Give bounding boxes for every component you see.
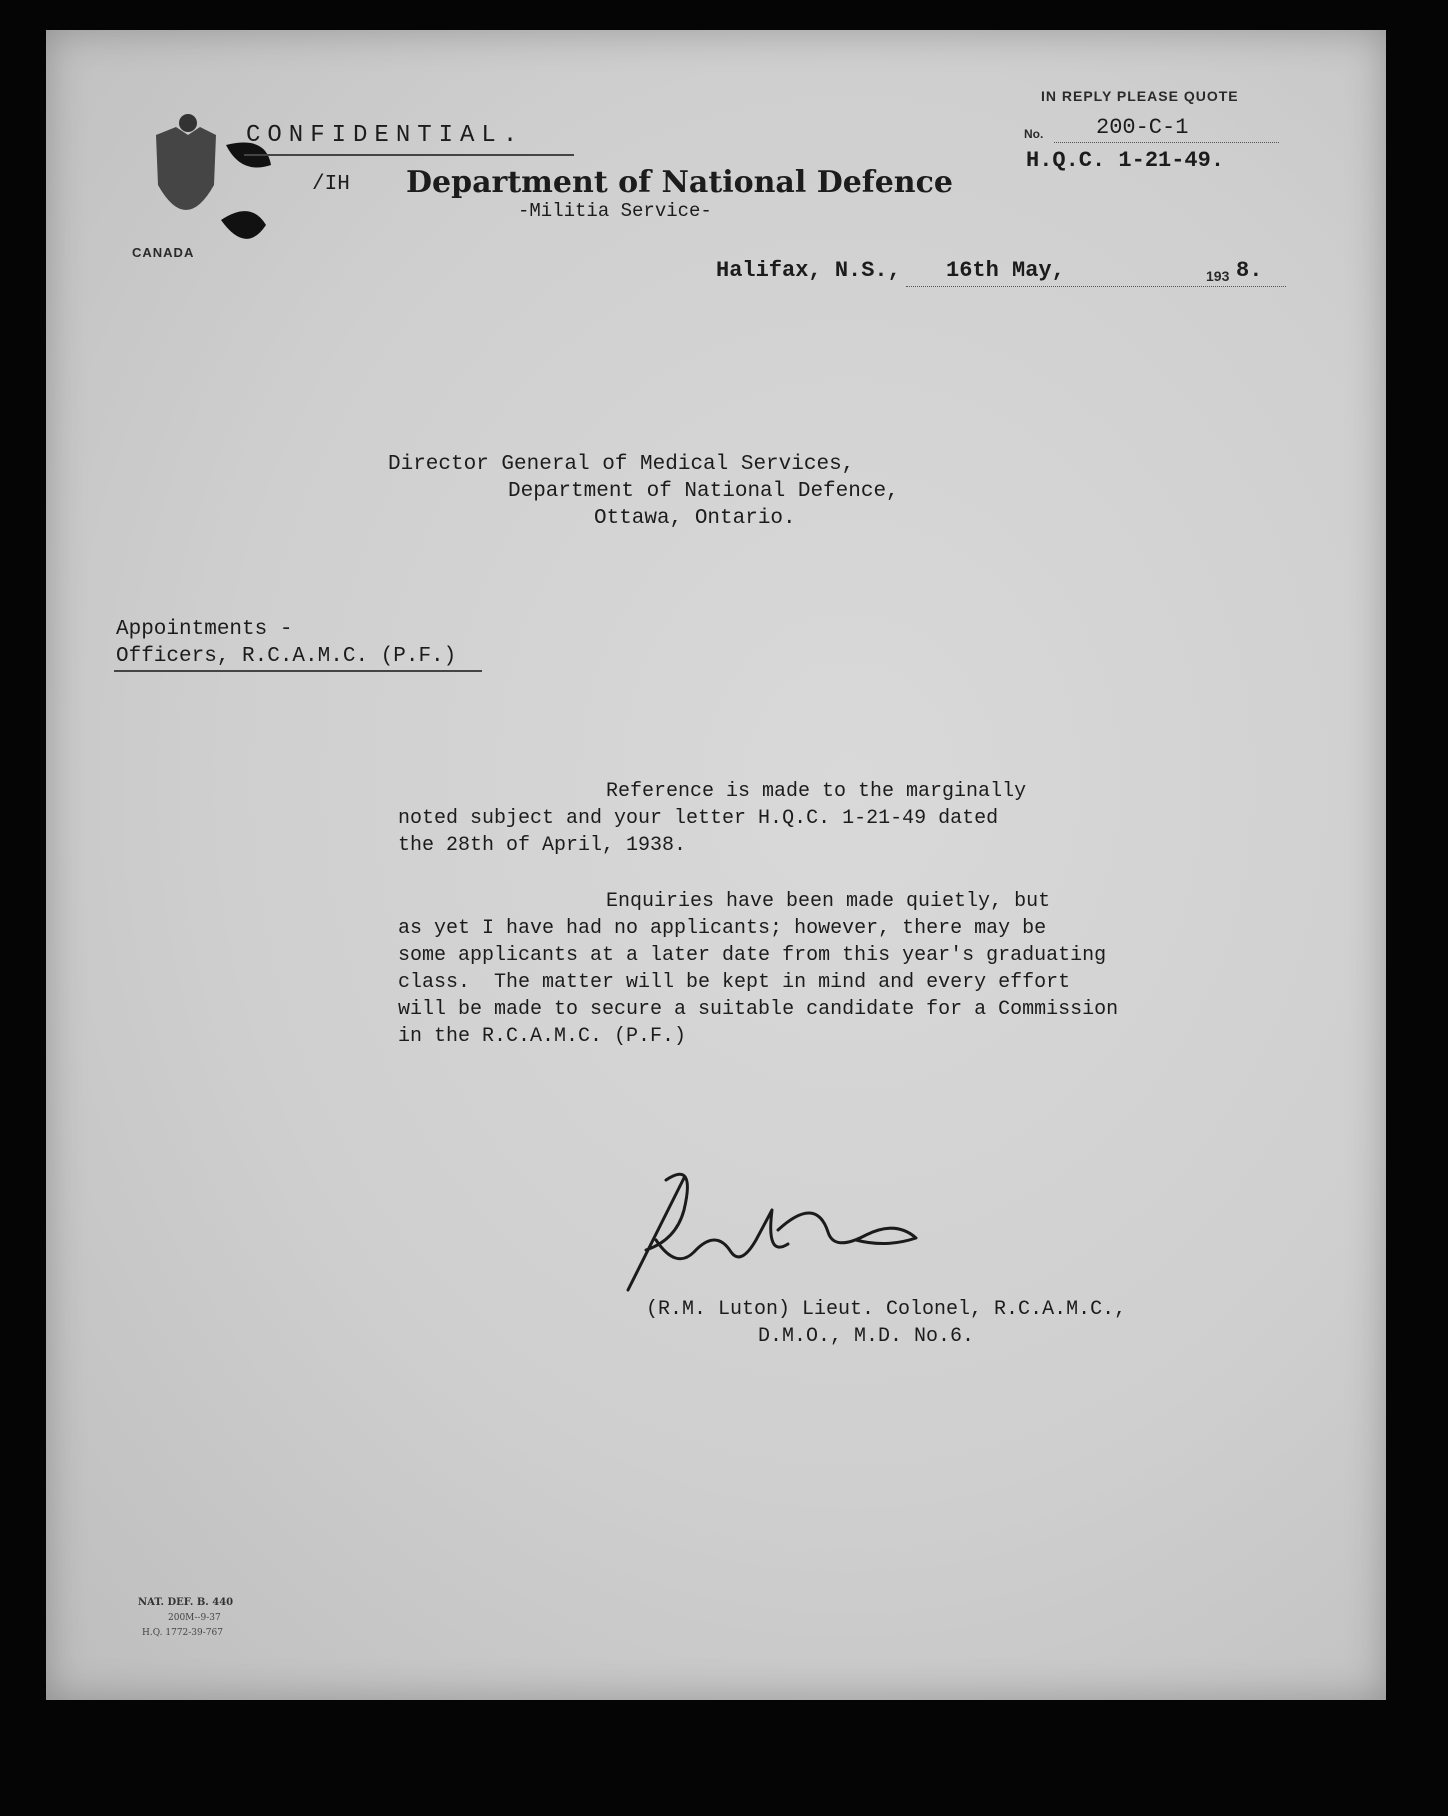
file-number-line	[1054, 142, 1279, 143]
confidential-underline	[244, 154, 574, 156]
handwritten-signature	[566, 1140, 946, 1310]
date-day-month: 16th May,	[946, 258, 1065, 283]
number-label: No.	[1024, 127, 1044, 141]
reference-initials: /IH	[312, 173, 350, 196]
date-line	[906, 286, 1286, 287]
body-p2-line-3: some applicants at a later date from this year's graduating	[398, 944, 1107, 967]
subject-underline	[114, 670, 482, 672]
subject-line-1: Appointments -	[116, 618, 293, 641]
department-title: Department of National Defence	[406, 165, 953, 200]
form-code-line-2: 200M--9-37	[168, 1613, 221, 1623]
form-code-line-3: H.Q. 1772-39-767	[142, 1628, 223, 1638]
body-p1-line-3: the 28th of April, 1938.	[398, 834, 687, 857]
body-p2-line-6: in the R.C.A.M.C. (P.F.)	[398, 1025, 687, 1048]
body-p1-line-1: Reference is made to the marginally	[606, 780, 1027, 803]
year-prefix: 193	[1206, 268, 1230, 284]
body-p1-line-2: noted subject and your letter H.Q.C. 1-21-49 dated	[398, 807, 999, 830]
addressee-line-3: Ottawa, Ontario.	[594, 507, 796, 530]
country-label: CANADA	[132, 245, 195, 260]
reply-quote-label: IN REPLY PLEASE QUOTE	[1041, 88, 1239, 104]
hq-reference: H.Q.C. 1-21-49.	[1026, 148, 1225, 173]
file-number: 200-C-1	[1096, 115, 1189, 140]
body-p2-line-1: Enquiries have been made quietly, but	[606, 890, 1051, 913]
body-p2-line-4: class. The matter will be kept in mind and every effort	[398, 971, 1071, 994]
signature-line-1: (R.M. Luton) Lieut. Colonel, R.C.A.M.C.,	[646, 1298, 1127, 1321]
date-place: Halifax, N.S.,	[716, 258, 901, 283]
addressee-line-1: Director General of Medical Services,	[388, 453, 855, 476]
addressee-line-2: Department of National Defence,	[508, 480, 899, 503]
letter-page	[46, 30, 1386, 1700]
confidential-marking: CONFIDENTIAL.	[246, 122, 525, 149]
form-code-line-1: NAT. DEF. B. 440	[138, 1597, 234, 1608]
body-p2-line-5: will be made to secure a suitable candidate for a Commission	[398, 998, 1119, 1021]
subject-line-2: Officers, R.C.A.M.C. (P.F.)	[116, 645, 457, 668]
service-subtitle: -Militia Service-	[518, 200, 712, 222]
body-p2-line-2: as yet I have had no applicants; however, there may be	[398, 917, 1047, 940]
signature-line-2: D.M.O., M.D. No.6.	[758, 1325, 975, 1348]
year-suffix: 8.	[1236, 258, 1263, 283]
